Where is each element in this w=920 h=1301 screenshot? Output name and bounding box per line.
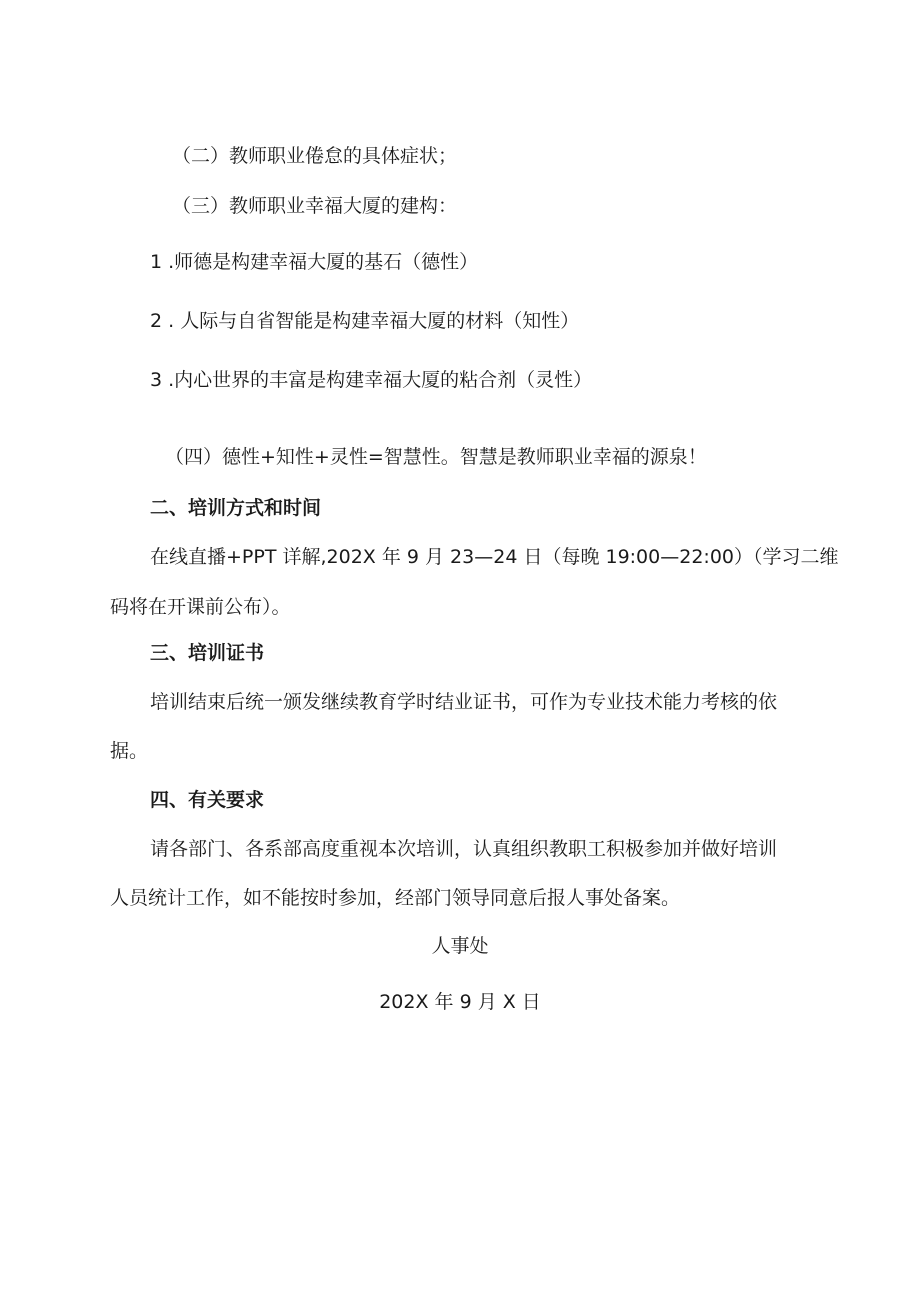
section-heading-2: 二、培训方式和时间 [150, 497, 322, 519]
numbered-item-2: 2 . 人际与自省智能是构建幸福大厦的材料（知性） [150, 310, 580, 332]
numbered-item-1: 1 .师德是构建幸福大厦的基石（德性） [150, 251, 479, 273]
section-2-line-1: 在线直播+PPT 详解,202X 年 9 月 23—24 日（每晚 19:00—22:00）（学习二维 [150, 546, 839, 568]
subitem-2: （二）教师职业倦怠的具体症状； [172, 145, 458, 167]
section-heading-4: 四、有关要求 [150, 789, 265, 811]
section-2-line-2: 码将在开课前公布）。 [110, 596, 291, 618]
signature-date: 202X 年 9 月 X 日 [379, 991, 541, 1013]
subitem-3: （三）教师职业幸福大厦的建构： [172, 195, 458, 217]
numbered-item-3: 3 .内心世界的丰富是构建幸福大厦的粘合剂（灵性） [150, 369, 593, 391]
section-4-line-2: 人员统计工作，如不能按时参加，经部门领导同意后报人事处备案。 [110, 887, 681, 909]
section-3-line-2: 据。 [110, 740, 149, 762]
section-heading-3: 三、培训证书 [150, 642, 265, 664]
section-3-line-1: 培训结束后统一颁发继续教育学时结业证书，可作为专业技术能力考核的依 [150, 691, 778, 713]
signature-org: 人事处 [431, 935, 489, 957]
section-4-line-1: 请各部门、各系部高度重视本次培训，认真组织教职工积极参加并做好培训 [150, 838, 778, 860]
subitem-4: （四）德性+知性+灵性=智慧性。智慧是教师职业幸福的源泉！ [165, 446, 707, 468]
